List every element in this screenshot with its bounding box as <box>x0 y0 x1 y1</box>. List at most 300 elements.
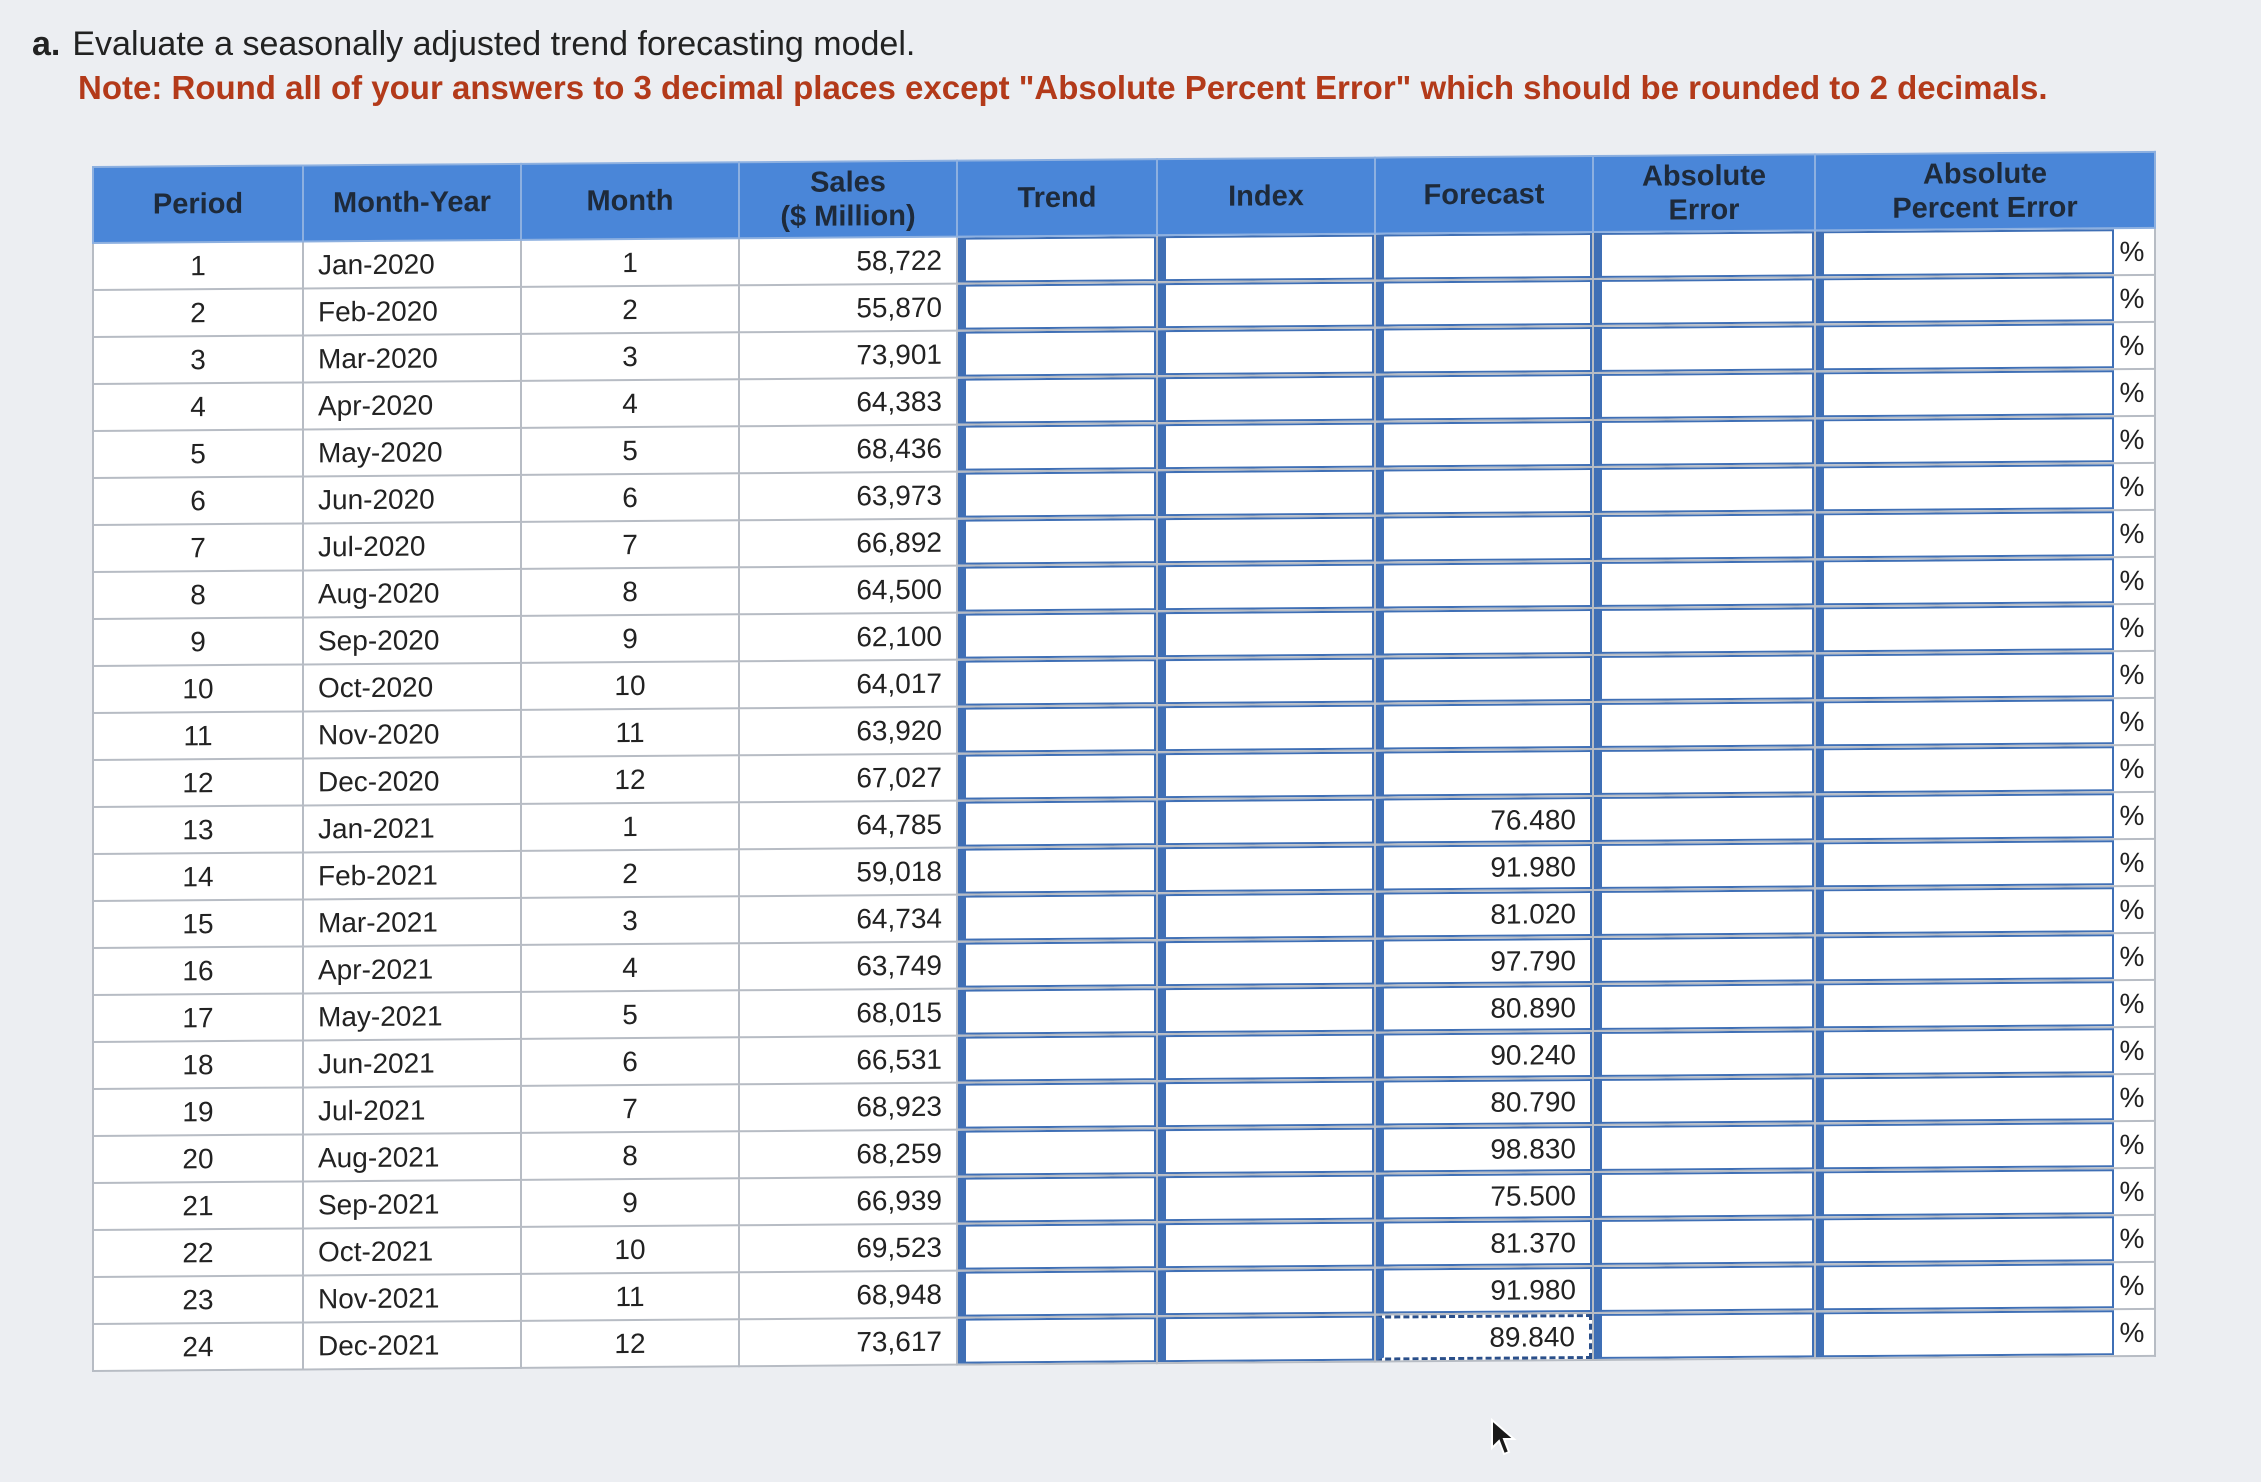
header-sales <box>739 161 957 239</box>
absolute-percent-error-input[interactable] <box>1816 1216 2114 1263</box>
percent-sign: % <box>2119 658 2145 690</box>
absolute-percent-error-cell <box>1815 886 2155 935</box>
trend-input[interactable] <box>958 1129 1156 1175</box>
header-absolute-error <box>1593 154 1815 232</box>
month-year-cell: May-2020 <box>303 428 521 477</box>
percent-sign: % <box>2119 846 2145 878</box>
trend-input[interactable] <box>958 894 1156 940</box>
index-input[interactable] <box>1158 940 1374 987</box>
trend-cell <box>957 1222 1157 1270</box>
index-input[interactable] <box>1158 1128 1374 1175</box>
absolute-percent-error-input[interactable] <box>1816 605 2114 652</box>
index-cell <box>1157 1080 1375 1129</box>
sales-cell: 64,017 <box>739 660 957 709</box>
absolute-percent-error-cell <box>1815 463 2155 512</box>
month-cell: 4 <box>521 379 739 428</box>
sales-cell: 67,027 <box>739 754 957 803</box>
absolute-error-cell <box>1593 418 1815 467</box>
forecast-cell <box>1375 937 1593 986</box>
absolute-percent-error-input[interactable] <box>1816 699 2114 746</box>
percent-sign: % <box>2119 705 2145 737</box>
month-year-cell: Aug-2021 <box>303 1133 521 1182</box>
header-abs-error-line1: Absolute <box>1641 159 1767 193</box>
forecast-input[interactable] <box>1376 609 1592 656</box>
month-year-cell: Feb-2020 <box>303 287 521 336</box>
percent-sign: % <box>2119 564 2145 596</box>
trend-cell <box>957 987 1157 1035</box>
absolute-percent-error-cell <box>1815 228 2155 277</box>
percent-sign: % <box>2119 470 2145 502</box>
sales-cell: 64,785 <box>739 801 957 850</box>
header-trend: Trend <box>957 159 1157 236</box>
percent-sign: % <box>2119 1081 2145 1113</box>
period-cell: 17 <box>93 993 303 1042</box>
trend-input[interactable] <box>958 518 1156 564</box>
absolute-error-input[interactable] <box>1594 607 1814 654</box>
trend-cell <box>957 1034 1157 1082</box>
trend-cell <box>957 752 1157 800</box>
period-cell: 8 <box>93 570 303 619</box>
index-input[interactable] <box>1158 282 1374 329</box>
absolute-error-cell <box>1593 1264 1815 1313</box>
trend-input[interactable] <box>958 565 1156 611</box>
absolute-error-cell <box>1593 747 1815 796</box>
absolute-percent-error-input[interactable] <box>1816 1075 2114 1122</box>
forecast-cell <box>1375 420 1593 469</box>
absolute-percent-error-cell <box>1815 1027 2155 1076</box>
forecast-input[interactable] <box>1376 421 1592 468</box>
absolute-error-input[interactable] <box>1594 325 1814 372</box>
absolute-error-input[interactable] <box>1594 1171 1814 1218</box>
sales-cell: 66,939 <box>739 1177 957 1226</box>
absolute-percent-error-cell <box>1815 745 2155 794</box>
absolute-error-cell <box>1593 324 1815 373</box>
trend-cell <box>957 1316 1157 1364</box>
sales-cell: 66,892 <box>739 519 957 568</box>
sales-cell: 62,100 <box>739 613 957 662</box>
month-cell: 12 <box>521 1319 739 1368</box>
trend-input[interactable] <box>958 612 1156 658</box>
month-cell: 7 <box>521 1084 739 1133</box>
absolute-percent-error-input[interactable] <box>1816 276 2114 323</box>
index-cell <box>1157 939 1375 988</box>
trend-cell <box>957 564 1157 612</box>
index-input[interactable] <box>1158 329 1374 376</box>
index-cell <box>1157 798 1375 847</box>
month-cell: 5 <box>521 990 739 1039</box>
index-cell <box>1157 469 1375 518</box>
month-cell: 7 <box>521 520 739 569</box>
absolute-error-cell <box>1593 465 1815 514</box>
percent-sign: % <box>2119 752 2145 784</box>
absolute-error-input[interactable] <box>1594 842 1814 889</box>
absolute-error-input[interactable] <box>1594 560 1814 607</box>
trend-cell <box>957 705 1157 753</box>
absolute-error-input[interactable] <box>1594 1124 1814 1171</box>
period-cell: 20 <box>93 1134 303 1183</box>
month-year-cell: Sep-2021 <box>303 1180 521 1229</box>
absolute-percent-error-cell <box>1815 1168 2155 1217</box>
index-input[interactable] <box>1158 893 1374 940</box>
forecast-cell <box>1375 326 1593 375</box>
forecast-cell <box>1375 1219 1593 1268</box>
absolute-percent-error-cell <box>1815 1309 2155 1358</box>
part-letter: a. <box>32 25 61 63</box>
index-cell <box>1157 1268 1375 1317</box>
absolute-percent-error-input[interactable] <box>1816 840 2114 887</box>
absolute-error-cell <box>1593 277 1815 326</box>
trend-cell <box>957 893 1157 941</box>
absolute-percent-error-cell <box>1815 604 2155 653</box>
percent-sign: % <box>2119 1034 2145 1066</box>
absolute-percent-error-input[interactable] <box>1816 652 2114 699</box>
absolute-error-input[interactable] <box>1594 936 1814 983</box>
forecast-input[interactable] <box>1376 985 1592 1032</box>
month-year-cell: Jun-2021 <box>303 1039 521 1088</box>
absolute-error-cell <box>1593 1217 1815 1266</box>
forecast-input[interactable] <box>1376 844 1592 891</box>
header-period: Period <box>93 165 303 243</box>
absolute-error-input[interactable] <box>1594 1030 1814 1077</box>
month-cell: 9 <box>521 1178 739 1227</box>
forecast-cell <box>1375 984 1593 1033</box>
period-cell: 16 <box>93 946 303 995</box>
month-cell: 6 <box>521 473 739 522</box>
percent-sign: % <box>2119 282 2145 314</box>
absolute-error-input[interactable] <box>1594 1077 1814 1124</box>
period-cell: 2 <box>93 288 303 337</box>
absolute-error-input[interactable] <box>1594 372 1814 419</box>
absolute-percent-error-cell <box>1815 557 2155 606</box>
sales-cell: 68,015 <box>739 989 957 1038</box>
period-cell: 10 <box>93 664 303 713</box>
forecast-input[interactable] <box>1376 1220 1592 1267</box>
forecast-input[interactable] <box>1376 1267 1592 1314</box>
forecast-cell <box>1375 373 1593 422</box>
index-input[interactable] <box>1158 564 1374 611</box>
period-cell: 3 <box>93 335 303 384</box>
month-cell: 1 <box>521 802 739 851</box>
index-input[interactable] <box>1158 470 1374 517</box>
index-cell <box>1157 986 1375 1035</box>
index-input[interactable] <box>1158 1269 1374 1316</box>
period-cell: 19 <box>93 1087 303 1136</box>
index-cell <box>1157 657 1375 706</box>
forecast-input[interactable] <box>1376 891 1592 938</box>
index-cell <box>1157 516 1375 565</box>
absolute-error-input[interactable] <box>1594 701 1814 748</box>
absolute-percent-error-cell <box>1815 792 2155 841</box>
absolute-error-input[interactable] <box>1594 231 1814 278</box>
forecast-input[interactable] <box>1376 327 1592 374</box>
month-year-cell: Jan-2020 <box>303 240 521 289</box>
rounding-note: Note: Round all of your answers to 3 decimal places except "Absolute Percent Error" which should be rounded to 2 decimals. <box>78 69 2048 106</box>
forecast-input[interactable] <box>1376 374 1592 421</box>
trend-input[interactable] <box>958 1270 1156 1316</box>
month-year-cell: Mar-2020 <box>303 334 521 383</box>
trend-cell <box>957 1269 1157 1317</box>
trend-cell <box>957 235 1157 283</box>
absolute-error-cell <box>1593 230 1815 279</box>
period-cell: 6 <box>93 476 303 525</box>
month-cell: 11 <box>521 1272 739 1321</box>
index-cell <box>1157 1033 1375 1082</box>
absolute-error-cell <box>1593 841 1815 890</box>
forecast-input[interactable] <box>1376 703 1592 750</box>
trend-input[interactable] <box>958 236 1156 282</box>
sales-cell: 63,749 <box>739 942 957 991</box>
month-cell: 2 <box>521 849 739 898</box>
header-ape-line2: Percent Error <box>1892 191 2078 225</box>
trend-input[interactable] <box>958 471 1156 517</box>
month-year-cell: Jul-2021 <box>303 1086 521 1135</box>
forecast-input[interactable] <box>1376 515 1592 562</box>
index-cell <box>1157 1221 1375 1270</box>
absolute-percent-error-input[interactable] <box>1816 981 2114 1028</box>
absolute-percent-error-input[interactable] <box>1816 746 2114 793</box>
absolute-error-cell <box>1593 606 1815 655</box>
absolute-error-input[interactable] <box>1594 983 1814 1030</box>
percent-sign: % <box>2119 940 2145 972</box>
forecast-input[interactable] <box>1376 1173 1592 1220</box>
trend-input[interactable] <box>958 424 1156 470</box>
month-year-cell: Apr-2020 <box>303 381 521 430</box>
month-cell: 8 <box>521 567 739 616</box>
trend-input[interactable] <box>958 1317 1156 1363</box>
index-input[interactable] <box>1158 611 1374 658</box>
index-cell <box>1157 845 1375 894</box>
trend-input[interactable] <box>958 988 1156 1034</box>
trend-input[interactable] <box>958 706 1156 752</box>
index-input[interactable] <box>1158 1222 1374 1269</box>
index-input[interactable] <box>1158 705 1374 752</box>
trend-input[interactable] <box>958 1035 1156 1081</box>
percent-sign: % <box>2119 799 2145 831</box>
index-cell <box>1157 892 1375 941</box>
absolute-error-cell <box>1593 1076 1815 1125</box>
absolute-percent-error-input[interactable] <box>1816 417 2114 464</box>
month-cell: 12 <box>521 755 739 804</box>
absolute-percent-error-input[interactable] <box>1816 934 2114 981</box>
percent-sign: % <box>2119 517 2145 549</box>
sales-cell: 64,383 <box>739 378 957 427</box>
trend-input[interactable] <box>958 330 1156 376</box>
absolute-error-input[interactable] <box>1594 889 1814 936</box>
sales-cell: 63,973 <box>739 472 957 521</box>
percent-sign: % <box>2119 611 2145 643</box>
month-year-cell: Oct-2021 <box>303 1227 521 1276</box>
absolute-error-cell <box>1593 1029 1815 1078</box>
percent-sign: % <box>2119 987 2145 1019</box>
forecast-cell <box>1375 796 1593 845</box>
forecast-input[interactable] <box>1376 1032 1592 1079</box>
month-cell: 3 <box>521 896 739 945</box>
month-year-cell: Jan-2021 <box>303 804 521 853</box>
month-year-cell: May-2021 <box>303 992 521 1041</box>
trend-input[interactable] <box>958 941 1156 987</box>
trend-input[interactable] <box>958 753 1156 799</box>
forecast-input[interactable] <box>1376 797 1592 844</box>
absolute-percent-error-cell <box>1815 651 2155 700</box>
absolute-error-input[interactable] <box>1594 748 1814 795</box>
period-cell: 9 <box>93 617 303 666</box>
absolute-error-cell <box>1593 1170 1815 1219</box>
absolute-percent-error-cell <box>1815 933 2155 982</box>
month-cell: 1 <box>521 238 739 287</box>
period-cell: 7 <box>93 523 303 572</box>
absolute-percent-error-cell <box>1815 369 2155 418</box>
forecast-input[interactable] <box>1376 938 1592 985</box>
absolute-percent-error-input[interactable] <box>1816 464 2114 511</box>
period-cell: 23 <box>93 1275 303 1324</box>
trend-input[interactable] <box>958 800 1156 846</box>
absolute-percent-error-input[interactable] <box>1816 558 2114 605</box>
absolute-percent-error-cell <box>1815 416 2155 465</box>
month-year-cell: Oct-2020 <box>303 663 521 712</box>
trend-input[interactable] <box>958 1223 1156 1269</box>
trend-cell <box>957 658 1157 706</box>
month-year-cell: Apr-2021 <box>303 945 521 994</box>
sales-cell: 64,500 <box>739 566 957 615</box>
forecast-input[interactable] <box>1376 1126 1592 1173</box>
sales-cell: 64,734 <box>739 895 957 944</box>
trend-cell <box>957 1128 1157 1176</box>
forecast-input[interactable] <box>1376 656 1592 703</box>
trend-input[interactable] <box>958 1082 1156 1128</box>
month-cell: 2 <box>521 285 739 334</box>
forecast-input[interactable] <box>1376 1314 1592 1361</box>
forecast-input[interactable] <box>1376 750 1592 797</box>
index-input[interactable] <box>1158 1081 1374 1128</box>
forecast-cell <box>1375 890 1593 939</box>
trend-cell <box>957 517 1157 565</box>
header-month-year: Month-Year <box>303 164 521 242</box>
absolute-percent-error-input[interactable] <box>1816 793 2114 840</box>
absolute-percent-error-input[interactable] <box>1816 323 2114 370</box>
index-cell <box>1157 234 1375 283</box>
sales-cell: 68,948 <box>739 1271 957 1320</box>
absolute-error-input[interactable] <box>1594 419 1814 466</box>
absolute-error-cell <box>1593 888 1815 937</box>
trend-cell <box>957 282 1157 330</box>
absolute-error-input[interactable] <box>1594 795 1814 842</box>
absolute-percent-error-input[interactable] <box>1816 1028 2114 1075</box>
index-input[interactable] <box>1158 517 1374 564</box>
instruction-text: Evaluate a seasonally adjusted trend forecasting model. <box>72 25 916 63</box>
index-input[interactable] <box>1158 658 1374 705</box>
absolute-error-cell <box>1593 794 1815 843</box>
header-sales-line1: Sales <box>810 166 886 199</box>
index-input[interactable] <box>1158 752 1374 799</box>
period-cell: 11 <box>93 711 303 760</box>
absolute-error-input[interactable] <box>1594 513 1814 560</box>
index-input[interactable] <box>1158 1034 1374 1081</box>
absolute-error-cell <box>1593 559 1815 608</box>
forecast-cell <box>1375 608 1593 657</box>
absolute-percent-error-input[interactable] <box>1816 887 2114 934</box>
index-cell <box>1157 328 1375 377</box>
forecast-input[interactable] <box>1376 1079 1592 1126</box>
period-cell: 5 <box>93 429 303 478</box>
month-year-cell: Feb-2021 <box>303 851 521 900</box>
header-index: Index <box>1157 158 1375 236</box>
header-abs-error-line2: Error <box>1668 193 1740 227</box>
absolute-percent-error-input[interactable] <box>1816 1263 2114 1310</box>
absolute-error-input[interactable] <box>1594 1218 1814 1265</box>
percent-sign: % <box>2119 235 2145 267</box>
absolute-percent-error-cell <box>1815 698 2155 747</box>
index-input[interactable] <box>1158 1175 1374 1222</box>
absolute-percent-error-input[interactable] <box>1816 370 2114 417</box>
index-input[interactable] <box>1158 376 1374 423</box>
trend-input[interactable] <box>958 659 1156 705</box>
month-cell: 6 <box>521 1037 739 1086</box>
forecast-input[interactable] <box>1376 233 1592 280</box>
trend-input[interactable] <box>958 283 1156 329</box>
sales-cell: 68,436 <box>739 425 957 474</box>
index-cell <box>1157 704 1375 753</box>
absolute-error-input[interactable] <box>1594 278 1814 325</box>
index-cell <box>1157 281 1375 330</box>
forecast-cell <box>1375 232 1593 281</box>
absolute-percent-error-input[interactable] <box>1816 1310 2114 1357</box>
sales-cell: 73,617 <box>739 1318 957 1367</box>
trend-input[interactable] <box>958 1176 1156 1222</box>
percent-sign: % <box>2119 1175 2145 1207</box>
trend-cell <box>957 470 1157 518</box>
forecast-cell <box>1375 1125 1593 1174</box>
index-input[interactable] <box>1158 799 1374 846</box>
month-cell: 10 <box>521 1225 739 1274</box>
index-input[interactable] <box>1158 987 1374 1034</box>
forecast-cell <box>1375 1172 1593 1221</box>
index-input[interactable] <box>1158 423 1374 470</box>
forecast-input[interactable] <box>1376 280 1592 327</box>
forecast-worksheet <box>92 151 2156 1372</box>
absolute-error-cell <box>1593 653 1815 702</box>
trend-input[interactable] <box>958 377 1156 423</box>
forecast-input[interactable] <box>1376 562 1592 609</box>
trend-cell <box>957 329 1157 377</box>
month-year-cell: Jun-2020 <box>303 475 521 524</box>
absolute-percent-error-input[interactable] <box>1816 229 2114 276</box>
index-input[interactable] <box>1158 235 1374 282</box>
absolute-percent-error-input[interactable] <box>1816 511 2114 558</box>
absolute-percent-error-input[interactable] <box>1816 1169 2114 1216</box>
absolute-error-input[interactable] <box>1594 1312 1814 1359</box>
index-input[interactable] <box>1158 1316 1374 1363</box>
trend-cell <box>957 799 1157 847</box>
forecast-input[interactable] <box>1376 468 1592 515</box>
sales-cell: 63,920 <box>739 707 957 756</box>
period-cell: 13 <box>93 805 303 854</box>
month-year-cell: Nov-2021 <box>303 1274 521 1323</box>
absolute-percent-error-input[interactable] <box>1816 1122 2114 1169</box>
sales-cell: 73,901 <box>739 331 957 380</box>
absolute-percent-error-cell <box>1815 275 2155 324</box>
index-input[interactable] <box>1158 846 1374 893</box>
absolute-error-input[interactable] <box>1594 654 1814 701</box>
absolute-percent-error-cell <box>1815 1215 2155 1264</box>
absolute-error-input[interactable] <box>1594 466 1814 513</box>
period-cell: 4 <box>93 382 303 431</box>
trend-input[interactable] <box>958 847 1156 893</box>
absolute-error-input[interactable] <box>1594 1265 1814 1312</box>
absolute-percent-error-cell <box>1815 839 2155 888</box>
month-cell: 9 <box>521 614 739 663</box>
month-cell: 4 <box>521 943 739 992</box>
absolute-error-cell <box>1593 982 1815 1031</box>
